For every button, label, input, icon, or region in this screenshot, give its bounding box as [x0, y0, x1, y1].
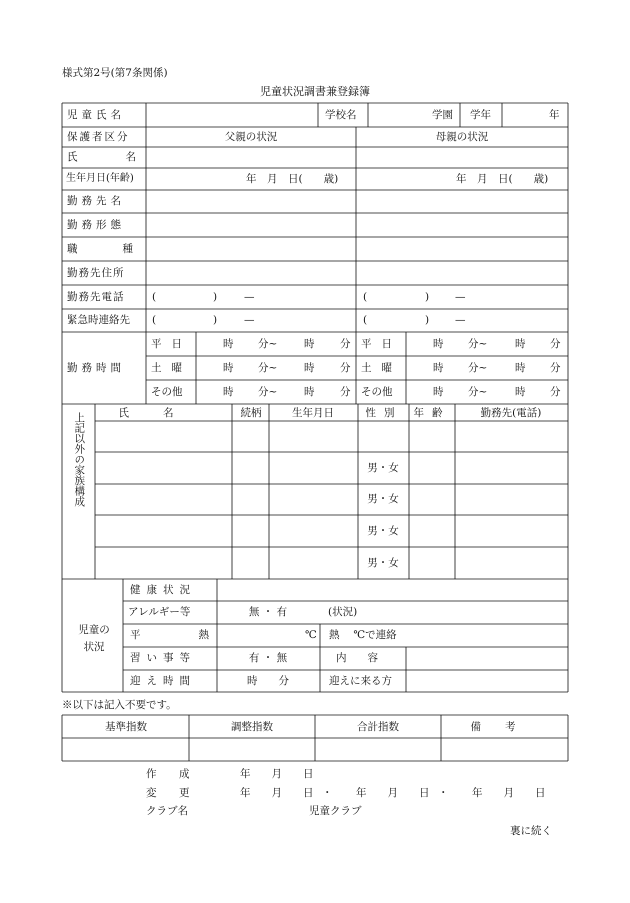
pickup-label: 迎え時間 [130, 675, 196, 687]
mother-weekday-min-from: 分~ [468, 338, 488, 350]
mother-phone-dash: — [455, 291, 466, 303]
row-label-emergency: 緊急時連絡先 [67, 314, 130, 326]
temperature-unit: ℃ [305, 629, 317, 641]
office-header-total: 合計指数 [357, 721, 399, 733]
father-weekday-hour: 時 [223, 338, 234, 350]
health-label: 健康状況 [130, 584, 196, 596]
created-date[interactable]: 年 月 日 [240, 768, 314, 780]
father-birth-fill[interactable]: 年 月 日( 歳) [246, 173, 339, 185]
allergy-label: アレルギー等 [128, 606, 191, 618]
father-other-label: その他 [151, 386, 183, 398]
father-other-hour-to: 時 [304, 386, 315, 398]
club-suffix: 児童クラブ [309, 805, 362, 817]
mother-saturday-label: 土曜 [361, 362, 402, 374]
family-row-2-gender[interactable]: 男・女 [367, 493, 399, 505]
row-label-name-text: 氏名 [67, 151, 184, 163]
guardian-category-label: 保護者区分 [67, 131, 130, 143]
club-label: クラブ名 [146, 805, 188, 817]
father-emergency-open: ( [152, 314, 157, 326]
office-header-base: 基準指数 [105, 721, 147, 733]
mother-saturday-min-to: 分 [550, 362, 561, 374]
mother-birth-fill[interactable]: 年 月 日( 歳) [456, 173, 549, 185]
lessons-label: 習い事等 [130, 652, 196, 664]
child-status-label-text: 児童の状況 [78, 624, 110, 653]
office-header-remarks: 備考 [470, 721, 540, 733]
father-saturday-label: 土曜 [151, 362, 192, 374]
mother-emergency-close: ) [425, 314, 430, 326]
row-label-employer: 勤務先名 [67, 195, 125, 207]
father-phone-close: ) [213, 291, 218, 303]
temperature-label: 平熱 [130, 629, 267, 641]
father-other-min-to: 分 [340, 386, 351, 398]
office-header-adjust: 調整指数 [231, 721, 273, 733]
lessons-detail: 内 容 [336, 652, 378, 664]
father-phone-open: ( [152, 291, 157, 303]
father-weekday-label: 平日 [151, 338, 192, 350]
family-header-employer: 勤務先(電話) [480, 407, 542, 419]
mother-weekday-min-to: 分 [550, 338, 561, 350]
family-header-relation: 続柄 [240, 407, 262, 419]
pickup-time[interactable]: 時 分 [247, 675, 289, 687]
school-label: 学校名 [325, 109, 357, 121]
father-other-min-from: 分~ [258, 386, 278, 398]
father-weekday-hour-to: 時 [304, 338, 315, 350]
mother-saturday-hour-to: 時 [515, 362, 526, 374]
changed-date-1[interactable]: 年 月 日 [240, 787, 314, 799]
allergy-options[interactable]: 無 ・ 有 [248, 606, 288, 618]
father-emergency-close: ) [213, 314, 218, 326]
row-label-occupation: 職種 [67, 243, 178, 255]
changed-sep-1: ・ [322, 787, 333, 799]
mother-other-hour: 時 [433, 386, 444, 398]
family-row-1-gender[interactable]: 男・女 [367, 462, 399, 474]
child-name-label: 児童氏名 [67, 109, 125, 121]
changed-date-2[interactable]: 年 月 日 [356, 787, 430, 799]
fever-contact-text: 熱 ℃で連絡 [329, 629, 397, 641]
mother-phone-close: ) [425, 291, 430, 303]
father-emergency-dash: — [244, 314, 255, 326]
grade-label: 学年 [470, 109, 491, 121]
family-side-label: 上記以外の家族構成 [73, 412, 86, 507]
mother-weekday-hour: 時 [433, 338, 444, 350]
school-input[interactable] [369, 104, 429, 126]
grade-suffix: 年 [549, 109, 560, 121]
child-name-input[interactable] [147, 104, 317, 126]
created-label: 作 成 [146, 768, 196, 780]
school-suffix: 学園 [432, 109, 453, 121]
mother-phone-open: ( [363, 291, 368, 303]
family-row-4-gender[interactable]: 男・女 [367, 557, 399, 569]
father-phone-dash: — [244, 291, 255, 303]
allergy-detail: (状況) [328, 606, 358, 618]
continue-note: 裏に続く [510, 825, 552, 837]
family-header-gender: 性別 [365, 407, 403, 419]
mother-other-min-to: 分 [550, 386, 561, 398]
father-saturday-min-to: 分 [340, 362, 351, 374]
mother-emergency-open: ( [363, 314, 368, 326]
father-weekday-min-from: 分~ [258, 338, 278, 350]
pickup-person-label: 迎えに来る方 [329, 675, 392, 687]
mother-other-min-from: 分~ [468, 386, 488, 398]
father-heading: 父親の状況 [224, 131, 278, 143]
father-saturday-min-from: 分~ [258, 362, 278, 374]
changed-label: 変 更 [146, 787, 196, 799]
row-label-name [67, 151, 184, 163]
row-label-phone: 勤務先電話 [67, 291, 125, 303]
row-label-birth: 生年月日(年齢) [66, 173, 134, 184]
family-header-name: 氏名 [118, 407, 208, 419]
page-title: 児童状況調書兼登録簿 [260, 85, 370, 98]
form-number: 様式第2号(第7条関係) [62, 67, 168, 79]
father-other-hour: 時 [223, 386, 234, 398]
row-label-employment-type: 勤務形態 [67, 219, 125, 231]
work-hours-label: 勤務時間 [67, 362, 125, 374]
changed-sep-2: ・ [438, 787, 449, 799]
mother-saturday-min-from: 分~ [468, 362, 488, 374]
lessons-options[interactable]: 有 ・ 無 [248, 652, 288, 664]
family-header-birth: 生年月日 [292, 407, 334, 419]
father-weekday-min-to: 分 [340, 338, 351, 350]
mother-other-hour-to: 時 [515, 386, 526, 398]
mother-saturday-hour: 時 [433, 362, 444, 374]
mother-weekday-hour-to: 時 [515, 338, 526, 350]
father-saturday-hour-to: 時 [304, 362, 315, 374]
father-saturday-hour: 時 [223, 362, 234, 374]
child-status-label [74, 622, 114, 656]
changed-date-3[interactable]: 年 月 日 [472, 787, 546, 799]
row-label-address: 勤務先住所 [67, 267, 125, 279]
office-note: ※以下は記入不要です。 [62, 699, 177, 711]
family-header-age: 年齢 [413, 407, 451, 419]
family-row-3-gender[interactable]: 男・女 [367, 525, 399, 537]
mother-emergency-dash: — [455, 314, 466, 326]
mother-heading: 母親の状況 [435, 131, 489, 143]
mother-weekday-label: 平日 [361, 338, 402, 350]
mother-other-label: その他 [361, 386, 393, 398]
